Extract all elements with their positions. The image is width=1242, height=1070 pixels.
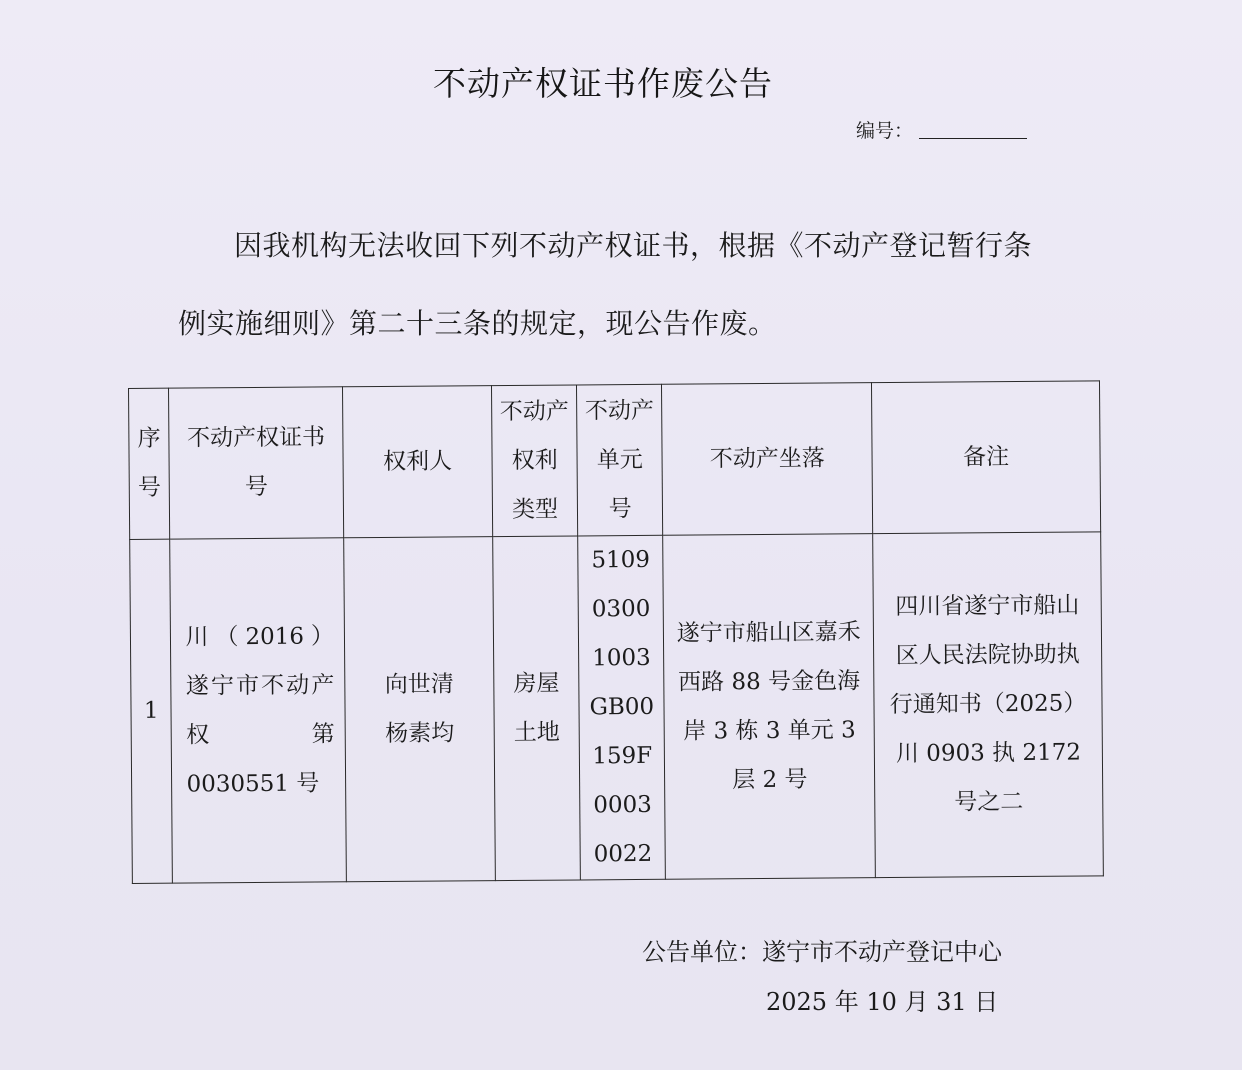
header-right-type: 不动产 权利 类型 — [492, 385, 578, 537]
cell-note: 四川省遂宁市船山区人民法院协助执行通知书（2025）川 0903 执 2172 号之二 — [873, 532, 1104, 878]
serial-number-blank — [919, 137, 1027, 139]
table-row — [130, 532, 1104, 884]
cell-right-holder: 向世清 杨素均 — [344, 537, 496, 882]
header-unit-number: 不动产 单元 号 — [577, 384, 663, 536]
notice-paragraph-line-2: 例实施细则》第二十三条的规定，现公告作废。 — [178, 307, 777, 340]
serial-number-label: 编号： — [856, 120, 914, 142]
cell-right-type: 房屋 土地 — [493, 536, 581, 881]
issuing-unit: 公告单位：遂宁市不动产登记中心 — [642, 938, 1002, 966]
cell-serial-no: 1 — [130, 539, 173, 883]
cell-unit-number: 510903001003GB00159F00030022 — [578, 535, 666, 880]
header-note: 备注 — [872, 381, 1101, 534]
header-certificate-number: 不动产权证书 号 — [169, 387, 344, 539]
certificate-table-wrapper — [128, 380, 1104, 884]
cell-location: 遂宁市船山区嘉禾西路 88 号金色海岸 3 栋 3 单元 3 层 2 号 — [663, 534, 875, 880]
header-location: 不动产坐落 — [662, 383, 873, 536]
document-title: 不动产权证书作废公告 — [433, 64, 773, 103]
header-serial-no: 序 号 — [129, 388, 171, 539]
issue-date: 2025 年 10 月 31 日 — [766, 988, 999, 1016]
header-right-holder: 权利人 — [342, 386, 492, 538]
notice-paragraph-line-1: 因我机构无法收回下列不动产权证书，根据《不动产登记暂行条 — [234, 229, 1033, 262]
table-header-row — [129, 381, 1101, 540]
serial-number-field — [856, 116, 1027, 143]
certificate-table — [128, 380, 1104, 884]
cell-certificate-number: 川（2016）遂宁市不动产权第 0030551 号 — [170, 538, 346, 883]
